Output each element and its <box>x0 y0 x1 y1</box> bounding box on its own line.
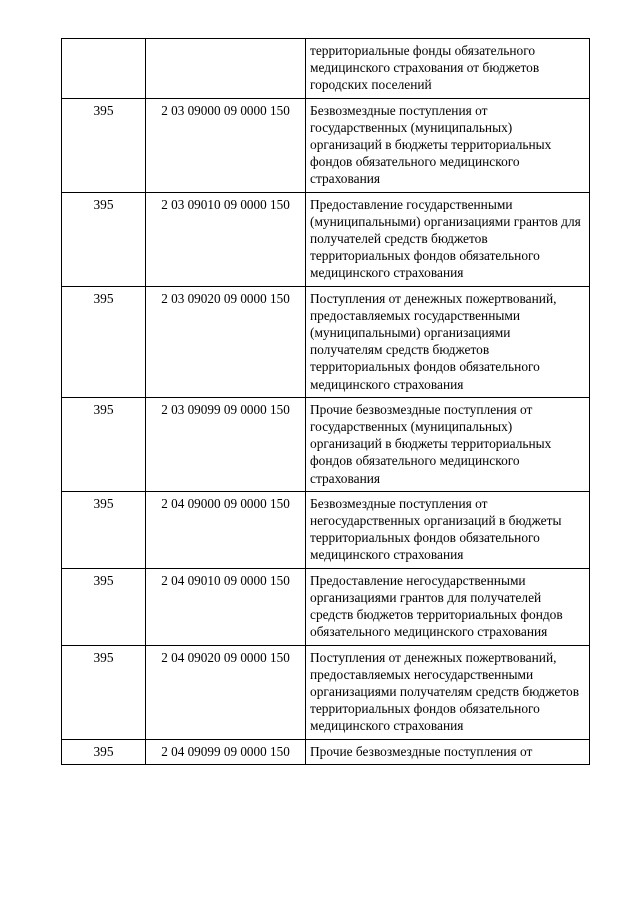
income-name-cell: Безвозмездные поступления от негосударственных организаций в бюджеты территориальных фондов обязательного медицинского страхования <box>306 491 590 568</box>
budget-code-cell <box>146 39 306 99</box>
table-row <box>62 397 590 491</box>
admin-code-cell: 395 <box>62 192 146 286</box>
budget-code-cell: 2 04 09099 09 0000 150 <box>146 739 306 764</box>
budget-code-cell: 2 04 09020 09 0000 150 <box>146 645 306 739</box>
admin-code-cell: 395 <box>62 397 146 491</box>
admin-code-cell: 395 <box>62 286 146 397</box>
admin-code-cell: 395 <box>62 98 146 192</box>
admin-code-cell <box>62 39 146 99</box>
income-name-cell: территориальные фонды обязательного медицинского страхования от бюджетов городских поселений <box>306 39 590 99</box>
table-row <box>62 39 590 99</box>
income-name-cell: Прочие безвозмездные поступления от <box>306 739 590 764</box>
income-name-cell: Прочие безвозмездные поступления от государственных (муниципальных) организаций в бюджеты территориальных фондов обязательного медицинского страхования <box>306 397 590 491</box>
table-row <box>62 286 590 397</box>
income-name-cell: Предоставление государственными (муниципальными) организациями грантов для получателей средств бюджетов территориальных фондов обязательного медицинского страхования <box>306 192 590 286</box>
income-name-cell: Поступления от денежных пожертвований, предоставляемых государственными (муниципальными) организациями получателям средств бюджетов территориальных фондов обязательного медицинского страхования <box>306 286 590 397</box>
budget-code-cell: 2 03 09020 09 0000 150 <box>146 286 306 397</box>
budget-codes-table <box>61 38 590 765</box>
admin-code-cell: 395 <box>62 568 146 645</box>
budget-code-cell: 2 04 09000 09 0000 150 <box>146 491 306 568</box>
table-row <box>62 491 590 568</box>
budget-code-cell: 2 04 09010 09 0000 150 <box>146 568 306 645</box>
admin-code-cell: 395 <box>62 739 146 764</box>
table-row <box>62 192 590 286</box>
table-row <box>62 739 590 764</box>
budget-code-cell: 2 03 09099 09 0000 150 <box>146 397 306 491</box>
income-name-cell: Поступления от денежных пожертвований, предоставляемых негосударственными организациями получателям средств бюджетов территориальных фондов обязательного медицинского страхования <box>306 645 590 739</box>
admin-code-cell: 395 <box>62 491 146 568</box>
income-name-cell: Предоставление негосударственными организациями грантов для получателей средств бюджетов территориальных фондов обязательного медицинского страхования <box>306 568 590 645</box>
table-row <box>62 98 590 192</box>
table-row <box>62 568 590 645</box>
table-row <box>62 645 590 739</box>
income-name-cell: Безвозмездные поступления от государственных (муниципальных) организаций в бюджеты территориальных фондов обязательного медицинского страхования <box>306 98 590 192</box>
budget-code-cell: 2 03 09000 09 0000 150 <box>146 98 306 192</box>
budget-code-cell: 2 03 09010 09 0000 150 <box>146 192 306 286</box>
admin-code-cell: 395 <box>62 645 146 739</box>
